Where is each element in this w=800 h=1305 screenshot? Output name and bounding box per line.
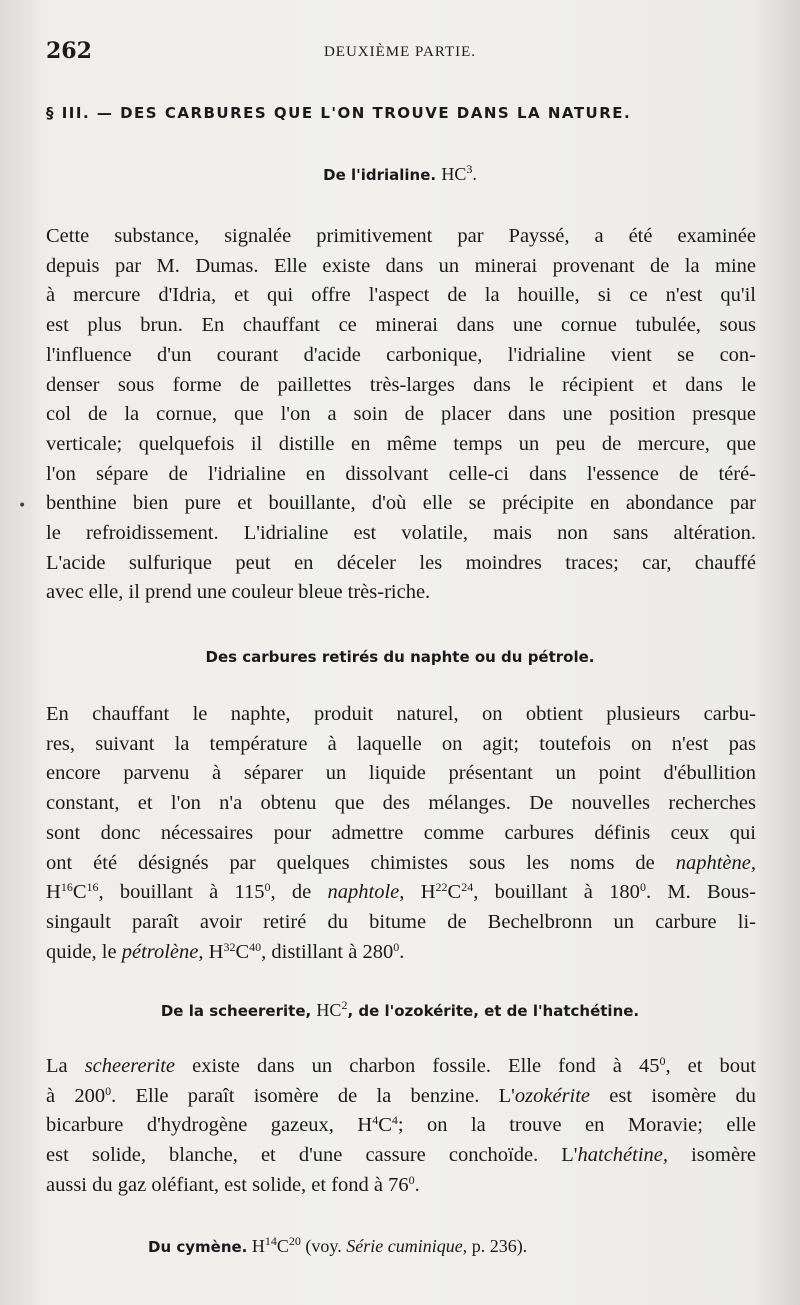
text-line: $H^{16}C^{16}$, bouillant à $115^0$, de naphtole, $H^{22}C^{24}$, bouillant à $180^0$. M. Bous- bbox=[46, 880, 756, 904]
text-line: En chauffant le naphte, produit naturel, on obtient plusieurs carbu- bbox=[46, 703, 756, 725]
page-number: 262 bbox=[46, 38, 92, 64]
text-line: l'influence d'un courant d'acide carbonique, l'idrialine vient se con- bbox=[46, 343, 756, 366]
text-line: L'acide sulfurique peut en déceler les moindres traces; car, chauffé bbox=[46, 551, 756, 574]
text-line: col de la cornue, que l'on a soin de placer dans une position presque bbox=[46, 403, 756, 426]
text-line: depuis par M. Dumas. Elle existe dans un minerai provenant de la mine bbox=[46, 254, 756, 277]
heading-cymene: Du cymène. $H^{14}C^{20}$ (voy. Série cuminique, p. 236). bbox=[148, 1234, 528, 1256]
heading-idrialine bbox=[40, 164, 760, 185]
text-line: res, suivant la température à laquelle on agit; toutefois on n'est pas bbox=[46, 732, 756, 755]
text-line: encore parvenu à séparer un liquide présentant un point d'ébullition bbox=[46, 762, 756, 785]
text-line: verticale; quelquefois il distille en même temps un peu de mercure, que bbox=[46, 432, 756, 455]
text-line: est solide, blanche, et d'une cassure conchoïde. L'hatchétine, isomère bbox=[46, 1144, 756, 1167]
heading-naphte: Des carbures retirés du naphte ou du pétrole. bbox=[205, 648, 595, 666]
text-line: singault paraît avoir retiré du bitume de Bechelbronn un carbure li- bbox=[46, 910, 756, 933]
section-title: § III. — DES CARBURES QUE L'ON TROUVE DANS LA NATURE. bbox=[46, 104, 632, 122]
text-line: bicarbure d'hydrogène gazeux, $H^4C^4$; on la trouve en Moravie; elle bbox=[46, 1113, 756, 1137]
running-head: DEUXIÈME PARTIE. bbox=[323, 44, 477, 60]
text-line: benthine bien pure et bouillante, d'où elle se précipite en abondance par bbox=[46, 492, 756, 515]
text-line: quide, le pétrolène, $H^{32}C^{40}$, distillant à $280^0$. bbox=[46, 939, 405, 963]
formula-idrialine: $HC^3$. bbox=[441, 162, 477, 184]
heading-scheererite: De la scheererite, $HC^2$, de l'ozokérite, et de l'hatchétine. bbox=[160, 998, 640, 1020]
text-line: denser sous forme de paillettes très-larges dans le récipient et dans le bbox=[46, 373, 756, 396]
text-line: l'on sépare de l'idrialine en dissolvant celle-ci dans l'essence de téré- bbox=[46, 462, 756, 485]
heading-idrialine-text: De l'idrialine. bbox=[323, 166, 437, 184]
text-line: La scheererite existe dans un charbon fossile. Elle fond à $45^0$, et bout bbox=[46, 1054, 756, 1077]
paragraph-idrialine bbox=[46, 222, 756, 608]
text-line: à mercure d'Idria, et qui offre l'aspect de la houille, si ce n'est qu'il bbox=[46, 284, 756, 307]
paragraph-scheererite bbox=[46, 1052, 756, 1201]
paragraph-naphte bbox=[46, 700, 756, 967]
text-line: ont été désignés par quelques chimistes sous les noms de naphtène, bbox=[46, 851, 756, 874]
text-line: avec elle, il prend une couleur bleue très-riche. bbox=[46, 581, 431, 604]
text-line: le refroidissement. L'idrialine est volatile, mais non sans altération. bbox=[46, 522, 756, 545]
text-line: sont donc nécessaires pour admettre comme carbures définis ceux qui bbox=[46, 821, 756, 844]
text-line: Cette substance, signalée primitivement par Payssé, a été examinée bbox=[46, 225, 756, 247]
text-line: aussi du gaz oléfiant, est solide, et fond à $76^0$. bbox=[46, 1172, 420, 1196]
page-header bbox=[46, 38, 754, 68]
text-line: à $200^0$. Elle paraît isomère de la benzine. L'ozokérite est isomère du bbox=[46, 1083, 756, 1107]
text-line: est plus brun. En chauffant ce minerai dans une cornue tubulée, sous bbox=[46, 314, 756, 337]
text-line: constant, et l'on n'a obtenu que des mélanges. De nouvelles recherches bbox=[46, 792, 756, 815]
margin-bullet-icon: • bbox=[18, 498, 27, 514]
